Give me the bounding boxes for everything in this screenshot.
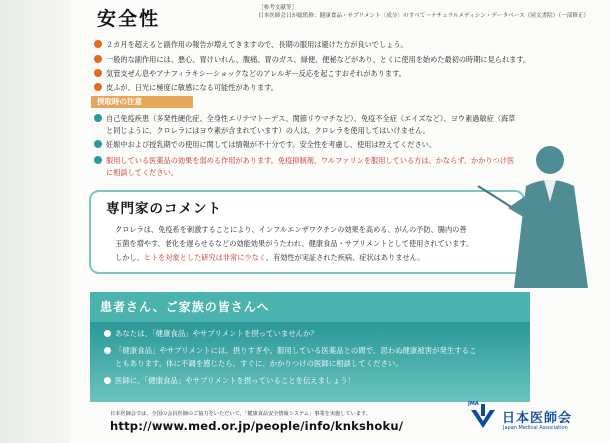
expert-silhouette-icon	[470, 128, 610, 288]
reference-label: ［参考文献等］	[258, 5, 298, 11]
safety-bullet: ２カ月を超えると副作用の報告が増えてきますので、長期の服用は避けた方が良いでしょう。	[94, 39, 408, 51]
bullet-dot-icon	[94, 55, 102, 63]
logo-english: Japan Medical Association	[503, 425, 568, 431]
comment-line: 玉菌を増やす、老化を遅らせるなどの効能効果がうたわれ、健康食品・サプリメントとして使用されています。	[115, 239, 474, 248]
logo-abbr: JMA	[468, 401, 479, 407]
patient-bullet: 「健康食品」やサプリメントには、摂りすぎや、服用している医薬品との間で、思わぬ健康被害が発生するこ	[104, 345, 476, 357]
comment-line: しかし、ヒトを対象とした研究は非常に少なく、有効性が実証された疾病、症状はありません。	[115, 253, 425, 262]
patient-body	[90, 322, 530, 402]
safety-bullet: 気管支ぜん息やアナフィラキシーショックなどのアレルギー反応を起こすおそれがあります。	[94, 68, 406, 80]
bullet-dot-icon	[94, 114, 102, 122]
page-edge	[0, 0, 70, 443]
reference-block	[258, 4, 589, 20]
bullet-dot-icon	[94, 69, 102, 77]
patient-bullet: あなたは、「健康食品」やサプリメントを摂っていませんか？	[104, 328, 318, 340]
bullet-dot-icon	[94, 40, 102, 48]
bullet-dot-icon	[104, 377, 111, 384]
caution-bullet: 自己免疫疾患（多発性硬化症、全身性エリテマトーデス、関節リウマチなど）、免疫不全症（エイズなど）、ヨウ素過敏症（海草	[94, 113, 515, 125]
footer-url-link[interactable]: http://www.med.or.jp/people/info/knkshoku/	[110, 419, 404, 433]
comment-title: 専門家のコメント	[106, 201, 222, 217]
safety-bullet: 一般的な副作用には、悪心、胃けいれん、腹痛、胃のガス、緑便、便秘などがあり、とくに使用を始めた最初の時期に見られます。	[94, 54, 530, 66]
logo-name: 日本医師会	[502, 411, 573, 426]
patient-title: 患者さん、ご家族の皆さんへ	[100, 300, 270, 314]
footer-note: 日本医師会では、全国の会員医師のご協力をいただいて、「健康食品安全情報システム」事業を実施しています。	[110, 411, 371, 417]
bullet-dot-icon	[104, 330, 111, 337]
bullet-dot-icon	[94, 140, 102, 148]
bullet-dot-icon	[94, 83, 102, 91]
bullet-dot-icon	[94, 156, 102, 164]
caution-bullet-cont: と同じように、クロレラにはヨウ素が含まれています）の人は、クロレラを使用してはいけません。	[106, 126, 430, 135]
caution-bullet: 妊娠中および授乳期での使用に関しては情報が不十分です。安全性を考慮し、使用は控えてください。	[94, 139, 436, 151]
patient-bullet-cont: ともあります。体に不調を感じたら、すぐに、かかりつけの医師に相談してください。	[115, 359, 403, 368]
safety-title: 安全性	[97, 8, 161, 30]
comment-line: クロレラは、免疫系を刺激することにより、インフルエンザワクチンの効果を高める、がんの予防、腸内の善	[115, 225, 467, 234]
safety-bullet: 皮ふが、日光に極度に敏感になる可能性があります。	[94, 82, 278, 94]
reference-source: 日本医師会日が総監修：健康食品・サプリメント〔成分〕のすべて〜ナチュラルメディシン・データベース（同文書院）（一部修正）	[258, 13, 590, 19]
bullet-dot-icon	[104, 347, 111, 354]
warning-bullet: 服用している医薬品の効果を弱める作用があります。免疫抑制剤、ワルファリンを服用している方は、かならず、かかりつけ医	[94, 155, 514, 167]
caution-heading: 摂取時の注意	[91, 96, 193, 108]
patient-header	[90, 292, 530, 322]
patient-section	[90, 292, 530, 402]
warning-bullet-cont: に相談してください。	[106, 168, 178, 177]
comment-highlight: ヒトを対象とした研究は非常に少なく	[143, 253, 266, 262]
patient-bullet: 医師に、「健康食品」やサプリメントを摂っていることを伝えましょう！	[104, 375, 355, 387]
